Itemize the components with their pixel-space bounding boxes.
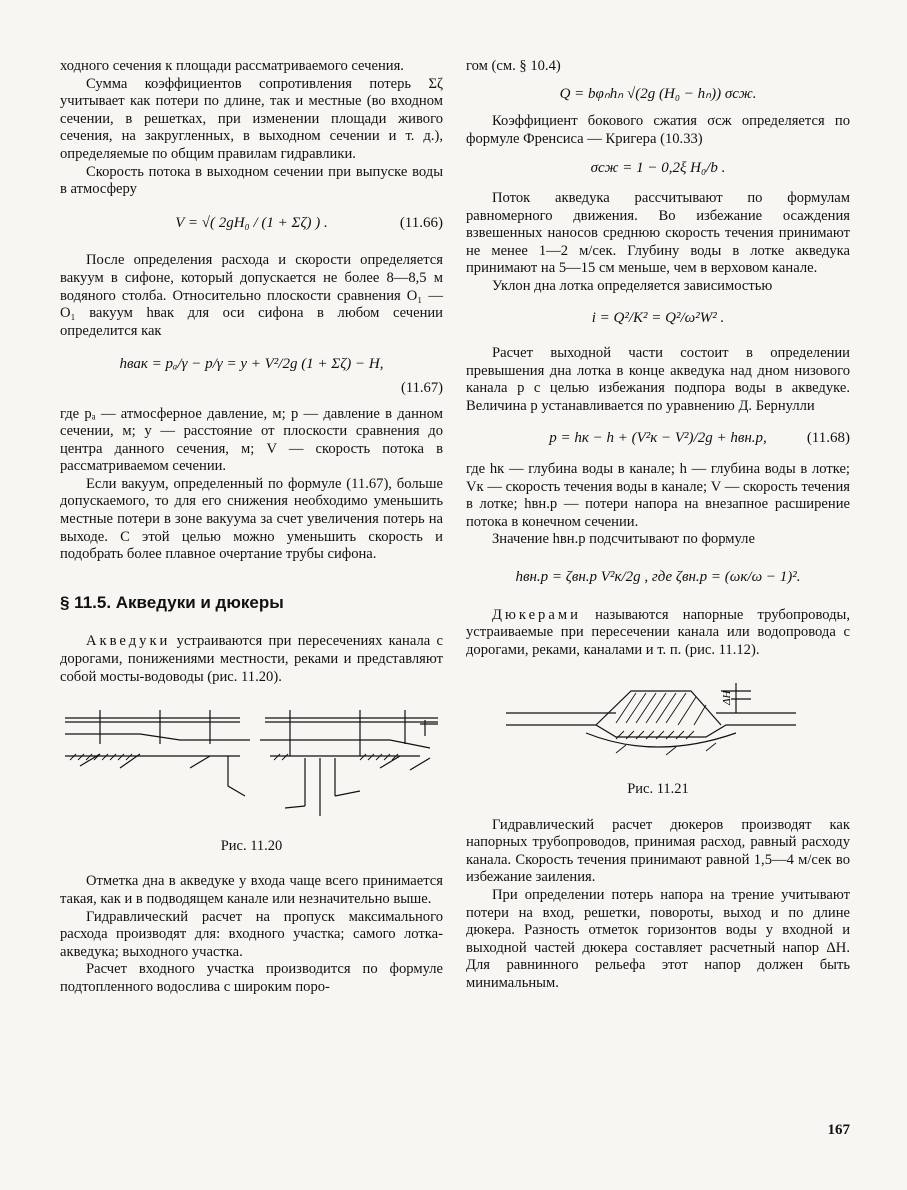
figure-aqueduct [60, 696, 443, 832]
paragraph: Значение hвн.р подсчитывают по формуле [492, 531, 755, 548]
equation-number: (11.66) [399, 214, 443, 231]
formula-11-68 [466, 430, 850, 448]
section-heading: § 11.5. Акведуки и дюкеры [60, 592, 284, 612]
paragraph: гом (см. § 10.4) [466, 58, 561, 74]
delta-h-label: ΔH [721, 691, 733, 706]
formula-expansion-loss [466, 569, 850, 587]
page-number: 167 [827, 1122, 850, 1138]
paragraph: ходного сечения к площади рассматриваемого сечения. [60, 58, 404, 74]
paragraph: где hк — глубина воды в канале; h — глубина воды в лотке; Vк — скорость течения воды в канале; V — скорость течения в лотке; hвн.р — потери напора на внезапное расширение потока в конечном сечении. [466, 461, 850, 530]
formula-text: Q = bφₙhₙ √(2g (H₀ − hₙ)) σсж. [559, 85, 757, 102]
formula-text: hвак = pₐ/γ − p/γ = y + V²/2g (1 + Σζ) − H, [119, 356, 384, 373]
duker-drawing [466, 677, 850, 769]
paragraph: Расчет входного участка производится по формуле подтопленного водослива с широким поро- [60, 961, 443, 995]
figure-caption: Рис. 11.21 [627, 781, 689, 798]
equation-number: (11.68) [806, 429, 850, 446]
paragraph: Гидравлический расчет на пропуск максимального расхода производят для: входного участка; самого лотка- акведука; выходного участка. [60, 908, 443, 960]
formula-text: p = hк − h + (V²к − V²)/2g + hвн.р, [549, 429, 767, 446]
left-column [60, 58, 443, 997]
paragraph: Поток акведука рассчитывают по формулам равномерного движения. Во избежание осаждения взвешенных наносов среднюю скорость течения принимают не менее 1—2 м/сек. Глубину воды в лотке акведука принимают на 5—15 см меньше, чем в верховом канале. [466, 189, 850, 277]
paragraph-text: устраиваются при пересечениях канала с дорогами, понижениями местности, реками и представляют собой мосты-водоводы (рис. 11.20). [60, 633, 443, 685]
paragraph: Уклон дна лотка определяется зависимостью [492, 277, 773, 294]
formula-contraction [466, 160, 850, 178]
paragraph: где pₐ — атмосферное давление, м; p — давление в данном сечении, м; y — расстояние от плоскости сравнения до центра данного сечения, м; V — скорость потока в рассматриваемом сечении. [60, 405, 443, 475]
paragraph [60, 633, 443, 686]
paragraph: Если вакуум, определенный по формуле (11.67), больше допускаемого, то для его снижения необходимо уменьшить местные потери в зоне вакуума за счет увеличения потерь на выходе. С этой целью можно уменьшить скорость и подобрать более плавное очертание трубы сифона. [60, 475, 443, 563]
paragraph: Коэффициент бокового сжатия σсж определяется по формуле Френсиса — Кригера (10.33) [466, 113, 850, 147]
term: Дюкерами [492, 606, 581, 623]
formula-weir [466, 86, 850, 104]
paragraph: Отметка дна в акведуке у входа чаще всего принимается такая, как и в подводящем канале или незначительно выше. [60, 873, 443, 907]
paragraph [466, 607, 850, 660]
formula-text: i = Q²/K² = Q²/ω²W² . [591, 309, 725, 326]
formula-text: V = √( 2gH₀ / (1 + Σζ) ) . [175, 214, 328, 231]
figure-duker [466, 677, 850, 775]
term: Акведуки [86, 633, 171, 650]
figure-caption: Рис. 11.20 [220, 837, 283, 854]
formula-text: hвн.р = ζвн.р V²к/2g , где ζвн.р = (ωк/ω − 1)². [515, 569, 801, 586]
equation-number: (11.67) [400, 379, 443, 396]
right-column [466, 58, 850, 993]
paragraph: Сумма коэффициентов сопротивления потерь Σζ учитывает как потери по длине, так и местные (во входном сечении, в решетках, при изменении площади живого сечения, на закругленных, в выходном сечении и т. д.), определяемые по общим правилам гидравлики. [60, 75, 443, 162]
formula-slope [466, 310, 850, 328]
formula-11-66 [60, 215, 443, 233]
paragraph: После определения расхода и скорости определяется вакуум в сифоне, который допускается не более 8—8,5 м водяного столба. Относительно плоскости сравнения O₁ — O₁ вакуум hвак для оси сифона в любом сечении определится как [60, 252, 443, 339]
paragraph: При определении потерь напора на трение учитывают потери на вход, решетки, повороты, выход и по длине дюкера. Разность отметок горизонтов воды у входной и выходной частей дюкера составляет расчетный напор ΔH. Для равнинного рельефа этот напор должен быть минимальным. [466, 887, 850, 991]
paragraph-text: называются напорные трубопроводы, устраиваемые при пересечении канала или водопровода с дорогами, реками, каналами и т. п. (рис. 11.12). [466, 606, 850, 658]
formula-11-67 [60, 356, 443, 374]
formula-text: σсж = 1 − 0,2ξ H₀/b . [590, 160, 726, 177]
paragraph: Гидравлический расчет дюкеров производят как напорных трубопроводов, принимая расход, равный расходу канала. Скорость течения принимают равной 1,5—4 м/сек во избежание заиления. [466, 816, 850, 886]
paragraph: Скорость потока в выходном сечении при выпуске воды в атмосферу [60, 163, 443, 198]
aqueduct-drawing [60, 696, 443, 826]
paragraph: Расчет выходной части состоит в определении превышения дна лотка в конце акведука над дном низового канала p с целью избежания подпора воды в акведуке. Величина p устанавливается по уравнению Д. Бернулли [466, 345, 850, 414]
